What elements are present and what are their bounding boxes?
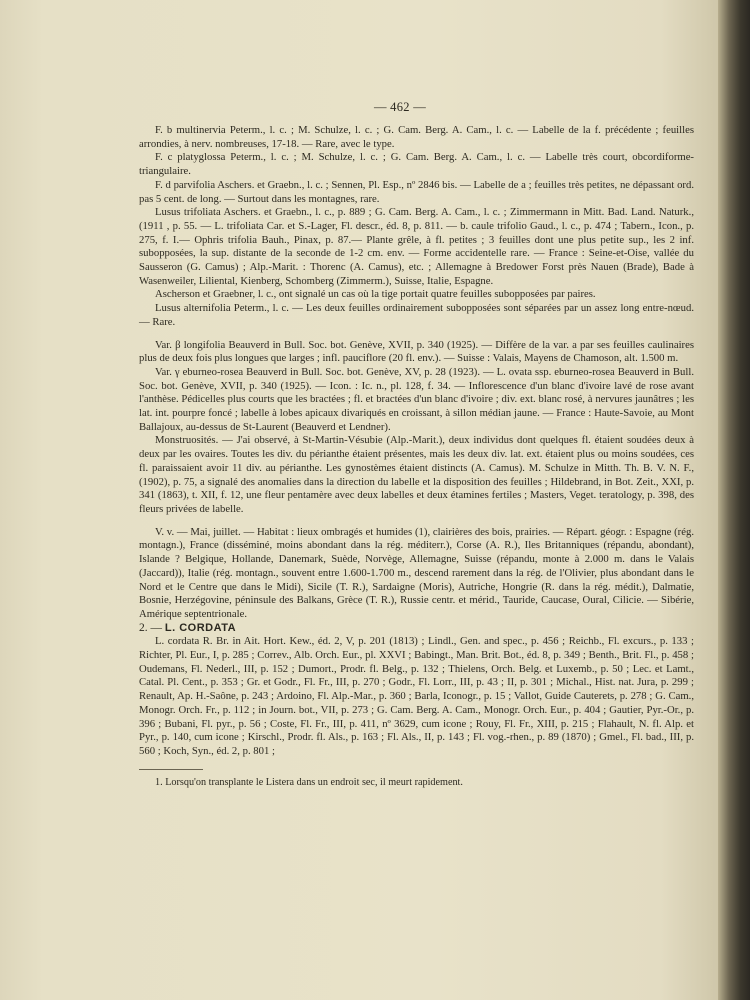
paragraph: Lusus trifoliata Aschers. et Graebn., l. c., p. 889 ; G. Cam. Berg. A. Cam., l. c. ; Zimmermann in Mitt. Bad. Land. Naturk., (1911 , p. 55. — L. trifoliata Car. et S.-Lager, Fl. descr., éd. 8, p. 811. — b. caule trifolio Gaud., l. c., p. 474 ; Tabern., Icon., p. 275, f. I.— Ophris trifolia Bauh., Pinax, p. 87.— Plante grêle, à fl. petites ; 3 feuilles dont une plus petite sup., les 2 inf. subopposées, la sup. distante de la seconde de 1-2 cm. env. — Forme accidentelle rare. — France : Seine-et-Oise, vallée du Sausseron (G. Camus) ; Alp.-Marit. : Thorenc (A. Camus), etc. ; Allemagne à Bredower Forst près Nauen (Brade), Bade à Wasenweiler, Liliental, Kienberg, Schomberg (Zimmerm.), Suisse, Italie, Espagne. — [139, 206, 694, 287]
section-heading-number: 2. — — [139, 621, 162, 634]
paragraph: Lusus alternifolia Peterm., l. c. — Les deux feuilles ordinairement subopposées sont séparées par un assez long entre-nœud. — Rare. — [139, 302, 694, 328]
paragraph: F. d parvifolia Aschers. et Graebn., l. c. ; Sennen, Pl. Esp., nº 2846 bis. — Labelle de a ; feuilles très petites, ne dépassant ord. pas 5 cent. de long. — Surtout dans les montagnes, rare. — [139, 178, 694, 205]
section-heading — [139, 622, 694, 636]
section-heading-title: L. CORDATA — [164, 621, 237, 634]
footnote: 1. Lorsqu'on transplante le Listera dans un endroit sec, il meurt rapidement. — [155, 776, 463, 788]
paragraph: V. v. — Mai, juillet. — Habitat : lieux ombragés et humides (1), clairières des bois, prairies. — Répart. géogr. : Espagne (rég. montagn.), France (disséminé, moins abondant dans la rég. méditerr.), Corse (A. R.), Iles Britanniques (répandu, abondant), Islande ? Belgique, Hollande, Danemark, Suède, Norvège, Allemagne, Suisse (répandu, monte à 2.000 m. dans le Valais (Jaccard)), Italie (rég. montagn., souvent entre 1.600-1.700 m., descend rarement dans la rég. de l'Olivier, plus abondant dans le Nord et le Centre que dans le Midi), Sicile (T. R.), Sardaigne (Moris), Autriche, Hongrie (R. dans la rég. médit.), Dalmatie, Bosnie, Herzégovine, péninsule des Balkans, Grèce (T. R.), Russie centr. et mérid., Tauride, Caucase, Oural, Cilicie. — Sibérie, Amérique septentrionale. — [139, 525, 694, 620]
paragraph: F. b multinervia Peterm., l. c. ; M. Schulze, l. c. ; G. Cam. Berg. A. Cam., l. c. — Labelle de la f. précédente ; feuilles arrondies, à nerv. nombreuses, 17-18. — Rare, avec le type. — [139, 124, 694, 150]
page-number: — 462 — — [373, 100, 427, 114]
paragraph: F. c platyglossa Peterm., l. c. ; M. Schulze, l. c. ; G. Cam. Berg. A. Cam., l. c. — Labelle très court, obcordiforme-triangulaire. — [139, 151, 694, 178]
paragraph: Ascherson et Graebner, l. c., ont signalé un cas où la tige portait quatre feuilles subopposées par paires. — [155, 288, 596, 301]
footnote-rule — [139, 769, 203, 770]
body-text — [139, 124, 694, 789]
paragraph: Var. γ eburneo-rosea Beauverd in Bull. Soc. bot. Genève, XV, p. 28 (1923). — L. ovata ssp. eburneo-rosea Beauverd in Bull. Soc. bot. Genève, XVII, p. 340 (1925). — Icon. : Ic. n., pl. 128, f. 34. — Inflorescence d'un blanc d'ivoire lavé de rose avant l'anthèse. Pédicelles plus courts que les bractées ; fl. et bractées d'un blanc d'ivoire ; div. ext. blanc rosé, à nervures jaunâtres ; les lat. int. pourpre foncé ; labelle à lobes apicaux divariqués en croissant, à sillon médian jaune. — France : Haute-Savoie, au Mont Ballajoux, au-dessus de St-Laurent (Beauverd et Lendner). — [139, 365, 694, 433]
paragraph: Monstruosités. — J'ai observé, à St-Martin-Vésubie (Alp.-Marit.), deux individus dont quelques fl. étaient soudées deux à deux par les ovaires. Toutes les div. du périanthe étaient présentes, mais les deux div. lat. ext. étaient plus ou moins soudées, ces fl. paraissaient avoir 11 div. au périanthe. Les gynostèmes étaient distincts (A. Camus). M. Schulze in Mitth. Th. B. V. N. F., (1902), p. 75, a signalé des anomalies dans la direction du labelle et la disposition des feuilles ; Hildebrand, in Bot. Zeit., XXI, p. 341 (1863), t. XII, f. 12, une fleur pentamère avec deux labelles et deux étamines fertiles ; Masters, Veget. teratology, p. 398, des fleurs privées de labelle. — [139, 434, 694, 515]
book-edge-shadow — [718, 0, 750, 1000]
paragraph: Var. β longifolia Beauverd in Bull. Soc. bot. Genève, XVII, p. 340 (1925). — Diffère de la var. a par ses feuilles caulinaires plus de deux fois plus longues que larges ; infl. pauciflore (20 fl. env.). — Suisse : Valais, Mayens de Chamoson, alt. 1.500 m. — [139, 338, 694, 365]
section-paragraph: L. cordata R. Br. in Ait. Hort. Kew., éd. 2, V, p. 201 (1813) ; Lindl., Gen. and spec., p. 456 ; Reichb., Fl. excurs., p. 133 ; Richter, Pl. Eur., I, p. 285 ; Correv., Alb. Orch. Eur., pl. XXVI ; Babingt., Man. Brit. Bot., éd. 8, p. 349 ; Benth., Brit. Fl., p. 458 ; Oudemans, Fl. Nederl., III, p. 152 ; Dumort., Prodr. fl. Belg., p. 132 ; Thielens, Orch. Belg. et Luxemb., p. 50 ; Lec. et Lamt., Catal. Pl. Cent., p. 353 ; Gr. et Godr., Fl. Fr., III, p. 270 ; Godr., Fl. Lorr., III, p. 43 ; II, p. 301 ; Michal., Hist. nat. Jura, p. 299 ; Renault, Ap. H.-Saône, p. 243 ; Ardoino, Fl. Alp.-Mar., p. 360 ; Barla, Iconogr., p. 15 ; Vallot, Guide Cauterets, p. 278 ; G. Cam., Monogr. Orch. Fr., p. 112 ; in Journ. bot., VII, p. 273 ; G. Cam. Berg. A. Cam., Monogr. Orch. Eur., p. 404 ; Gautier, Pyr.-Or., p. 396 ; Bubani, Fl. pyr., p. 56 ; Coste, Fl. Fr., III, p. 411, nº 3629, cum icone ; Rouy, Fl. Fr., XIII, p. 215 ; Flahault, N. fl. Alp. et Pyr., p. 140, cum icone ; Kirschl., Prodr. fl. Als., p. 163 ; Fl. Als., II, p. 143 ; Fl. vog.-rhen., p. 89 (1870) ; Gmel., Fl. bad., III, p. 560 ; Koch, Syn., éd. 2, p. 801 ; — [139, 635, 694, 757]
